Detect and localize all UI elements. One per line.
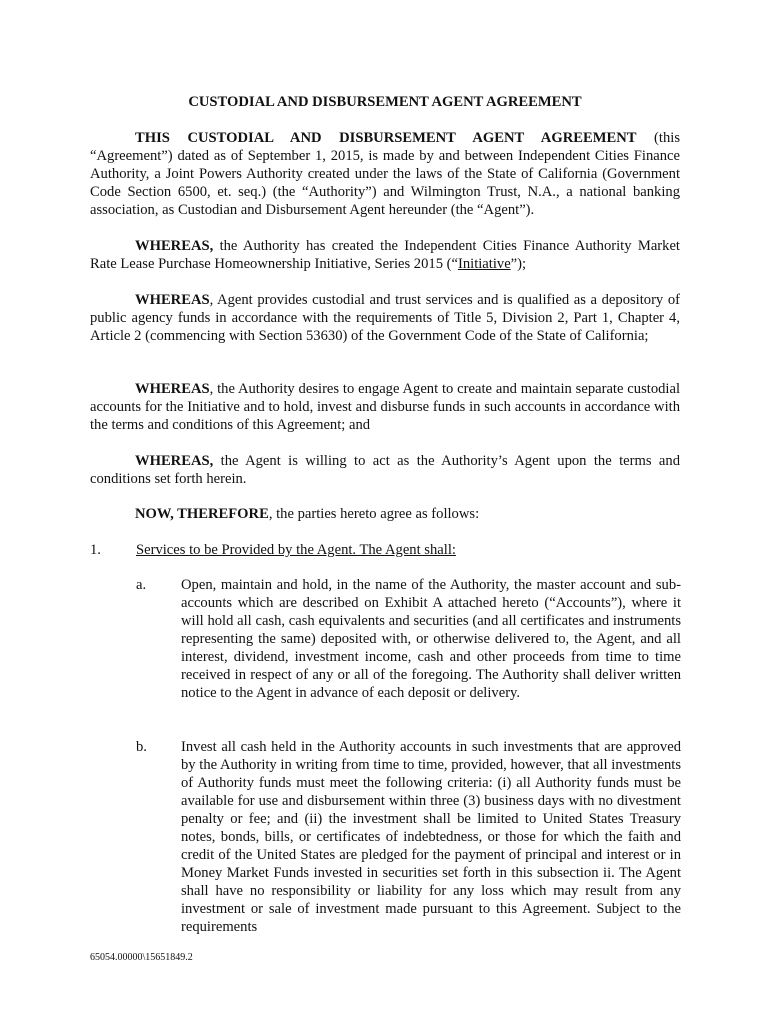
whereas-paragraph-2 — [90, 291, 680, 345]
whereas-4-bold: WHEREAS, — [135, 453, 214, 469]
whereas-2-text: , Agent provides custodial and trust services and is qualified as a depository of public agency funds in accordance with the requirements of Title 5, Division 2, Part 1, Chapter 4, Article 2 (commencing with Section 53630) of the Government Code of the State of California; — [90, 292, 680, 344]
whereas-2-bold: WHEREAS — [135, 292, 210, 308]
whereas-3-text: , the Authority desires to engage Agent to create and maintain separate custodial accounts for the Initiative and to hold, invest and disburse funds in such accounts in accordance with the terms and conditions of this Agreement; and — [90, 381, 680, 433]
item-a-text: Open, maintain and hold, in the name of the Authority, the master account and sub-accounts which are described on Exhibit A attached hereto (“Accounts”), where it will hold all cash, cash equivalents and securities (and all certificates and instruments representing the same) deposited with, or otherwise delivered to, the Agent, and all interest, dividend, investment income, cash and other proceeds from time to time received in respect of any or all of the foregoing. The Authority shall deliver written notice to the Agent in advance of each deposit or delivery. — [181, 577, 681, 701]
whereas-paragraph-3 — [90, 380, 680, 434]
document-title: CUSTODIAL AND DISBURSEMENT AGENT AGREEMENT — [188, 94, 582, 110]
item-b-label: b. — [136, 739, 147, 755]
whereas-paragraph-1 — [90, 237, 680, 273]
now-therefore-text: , the parties hereto agree as follows: — [268, 506, 480, 522]
initiative-term: Initiative — [457, 256, 511, 272]
whereas-1-text: the Authority has created the Independent Cities Finance Authority Market Rate Lease Purchase Homeownership Initiative, Series 2015 (“ — [90, 238, 680, 272]
item-a-label: a. — [136, 577, 147, 593]
intro-bold-lead: THIS CUSTODIAL AND DISBURSEMENT AGENT AGREEMENT — [135, 130, 637, 146]
intro-text: (this “Agreement”) dated as of September 1, 2015, is made by and between Independent Cities Finance Authority, a Joint Powers Authority created under the laws of the State of California (Government Code Section 6500, et. seq.) (the “Authority”) and Wilmington Trust, N.A., a national banking association, as Custodian and Disbursement Agent hereunder (the “Agent”). — [90, 130, 681, 218]
whereas-3-bold: WHEREAS — [135, 381, 210, 397]
whereas-4-text: the Agent is willing to act as the Authority’s Agent upon the terms and conditions set forth herein. — [90, 453, 680, 487]
document-footer-id: 65054.00000\15651849.2 — [90, 952, 193, 963]
item-b-text: Invest all cash held in the Authority accounts in such investments that are approved by the Authority in writing from time to time, provided, however, that all investments of Authority funds must meet the following criteria: (i) all Authority funds must be available for use and disbursement within three (3) business days with no divestment penalty or fee; and (ii) the investment shall be limited to United States Treasury notes, bonds, bills, or certificates of indebtedness, or those for which the faith and credit of the United States are pledged for the payment of principal and interest or in Money Market Funds invested in securities set forth in this subsection ii. The Agent shall have no responsibility or liability for any loss which may result from any investment or sale of investment made pursuant to this Agreement. Subject to the requirements — [181, 739, 681, 935]
now-therefore-bold: NOW, THEREFORE — [135, 506, 269, 522]
whereas-1-bold: WHEREAS, — [135, 238, 214, 254]
section-1-heading: Services to be Provided by the Agent. The Agent shall: — [136, 542, 456, 558]
intro-paragraph — [90, 129, 680, 219]
section-1-number: 1. — [90, 542, 101, 558]
whereas-1-text-end: ”); — [510, 256, 527, 272]
now-therefore-paragraph — [90, 505, 680, 523]
whereas-paragraph-4 — [90, 452, 680, 488]
